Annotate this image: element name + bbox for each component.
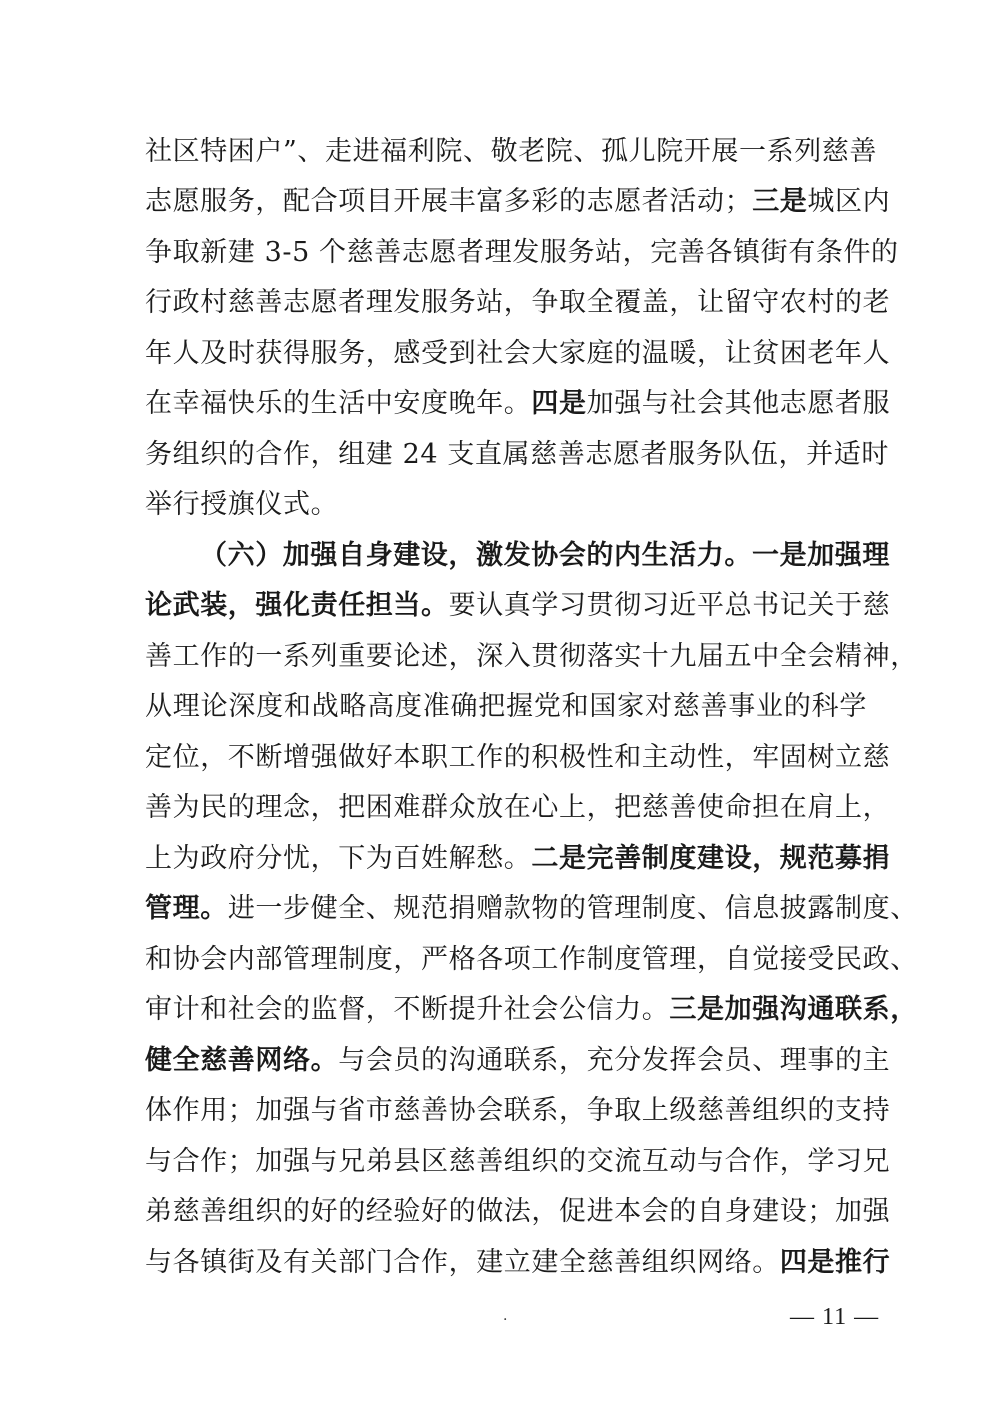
text-segment: 进一步健全、规范捐赠款物的管理制度、信息披露制度、	[227, 893, 918, 924]
text-line	[145, 233, 899, 273]
bold-text-segment: 四是推行	[779, 1247, 891, 1278]
text-line	[200, 536, 890, 576]
text-segment: 与会员的沟通联系，充分发挥会员、理事的主	[338, 1045, 891, 1076]
text-segment: 上为政府分忧，下为百姓解愁。	[145, 843, 532, 874]
bold-text-segment: 论武装，强化责任担当。	[145, 590, 449, 621]
text-segment: 在幸福快乐的生活中安度晚年。	[145, 388, 532, 419]
text-line	[145, 586, 891, 626]
text-line	[145, 687, 867, 727]
text-line	[145, 1243, 891, 1283]
text-line	[145, 839, 891, 879]
footer-dot: ·	[503, 1312, 508, 1328]
text-segment: 要认真学习贯彻习近平总书记关于慈	[448, 590, 891, 621]
bold-text-segment: 三是	[752, 186, 808, 217]
text-segment: 加强与社会其他志愿者服	[586, 388, 891, 419]
text-line	[145, 889, 918, 929]
text-segment: 争取新建 3-5 个慈善志愿者理发服务站，完善各镇街有条件的	[145, 237, 899, 268]
text-line	[145, 1142, 891, 1182]
bold-text-segment: 四是	[531, 388, 587, 419]
bold-text-segment: 管理。	[145, 893, 228, 924]
text-segment: 务组织的合作，组建 24 支直属慈善志愿者服务队伍，并适时	[145, 439, 889, 470]
bold-text-segment: 三是加强沟通联系，	[669, 994, 918, 1025]
text-segment: 年人及时获得服务，感受到社会大家庭的温暖，让贫困老年人	[145, 338, 891, 369]
text-segment: 善工作的一系列重要论述，深入贯彻落实十九届五中全会精神，	[145, 641, 918, 672]
page-number: — 11 —	[790, 1304, 880, 1330]
text-segment: 城区内	[807, 186, 891, 217]
text-segment: 定位，不断增强做好本职工作的积极性和主动性，牢固树立慈	[145, 742, 891, 773]
text-segment: 行政村慈善志愿者理发服务站，争取全覆盖，让留守农村的老	[145, 287, 891, 318]
text-segment: 体作用；加强与省市慈善协会联系，争取上级慈善组织的支持	[145, 1095, 891, 1126]
text-segment: 与各镇街及有关部门合作，建立建全慈善组织网络。	[145, 1247, 780, 1278]
text-segment: 善为民的理念，把困难群众放在心上，把慈善使命担在肩上，	[145, 792, 891, 823]
bold-text-segment: 健全慈善网络。	[145, 1045, 339, 1076]
text-line	[145, 788, 891, 828]
text-segment: 弟慈善组织的好的经验好的做法，促进本会的自身建设；加强	[145, 1196, 891, 1227]
text-segment: 与合作；加强与兄弟县区慈善组织的交流互动与合作，学习兄	[145, 1146, 891, 1177]
text-line	[145, 283, 891, 323]
text-line	[145, 940, 918, 980]
text-line	[145, 132, 878, 172]
text-line	[145, 384, 891, 424]
text-line	[145, 334, 891, 374]
text-line	[145, 637, 918, 677]
text-segment: 从理论深度和战略高度准确把握党和国家对慈善事业的科学	[145, 691, 867, 722]
bold-text-segment: 二是完善制度建设，规范募捐	[531, 843, 891, 874]
text-line	[145, 1091, 891, 1131]
text-segment: 志愿服务，配合项目开展丰富多彩的志愿者活动；	[145, 186, 753, 217]
text-line	[145, 738, 891, 778]
text-line	[145, 1041, 891, 1081]
text-line	[145, 485, 867, 525]
text-line	[145, 435, 889, 475]
text-line	[145, 990, 918, 1030]
text-line	[145, 1192, 891, 1232]
text-segment: 举行授旗仪式。	[145, 489, 339, 520]
text-segment: 审计和社会的监督，不断提升社会公信力。	[145, 994, 670, 1025]
text-line	[145, 182, 891, 222]
bold-text-segment: （六）加强自身建设，激发协会的内生活力。一是加强理	[200, 540, 890, 571]
text-segment: 和协会内部管理制度，严格各项工作制度管理，自觉接受民政、	[145, 944, 918, 975]
text-segment: 社区特困户”、走进福利院、敬老院、孤儿院开展一系列慈善	[145, 136, 878, 167]
